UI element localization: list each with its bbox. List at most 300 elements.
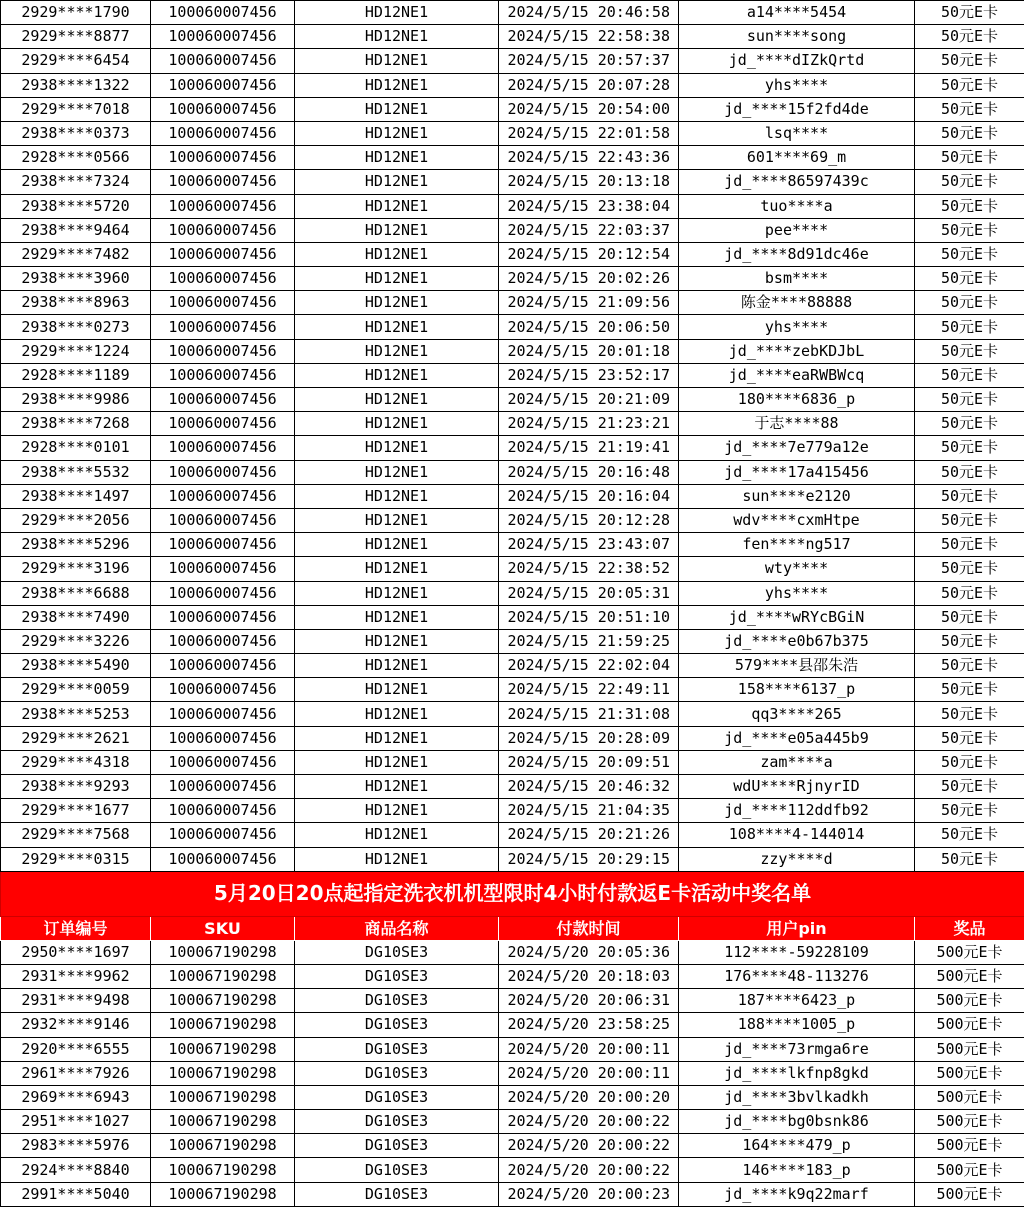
- order-id-cell: 2938****0373: [1, 121, 151, 145]
- table-row: [1, 557, 1024, 581]
- user-pin-cell: 180****6836_p: [679, 388, 915, 412]
- order-id-cell: 2938****1322: [1, 73, 151, 97]
- prize-cell: 50元E卡: [915, 775, 1024, 799]
- sku-cell: 100067190298: [151, 1013, 295, 1037]
- sku-cell: 100060007456: [151, 170, 295, 194]
- user-pin-cell: jd_****8d91dc46e: [679, 242, 915, 266]
- payment-time-cell: 2024/5/15 22:49:11: [499, 678, 679, 702]
- user-pin-cell: zzy****d: [679, 847, 915, 871]
- payment-time-cell: 2024/5/15 20:06:50: [499, 315, 679, 339]
- user-pin-cell: bsm****: [679, 267, 915, 291]
- table-row: [1, 702, 1024, 726]
- prize-cell: 50元E卡: [915, 581, 1024, 605]
- prize-cell: 500元E卡: [915, 940, 1024, 964]
- user-pin-cell: 188****1005_p: [679, 1013, 915, 1037]
- column-header-user-pin: 用户pin: [679, 916, 915, 940]
- sku-cell: 100067190298: [151, 1158, 295, 1182]
- sku-cell: 100060007456: [151, 605, 295, 629]
- prize-cell: 50元E卡: [915, 726, 1024, 750]
- column-header-payment-time: 付款时间: [499, 916, 679, 940]
- payment-time-cell: 2024/5/15 20:12:28: [499, 508, 679, 532]
- table-row: [1, 605, 1024, 629]
- sku-cell: 100060007456: [151, 823, 295, 847]
- payment-time-cell: 2024/5/15 20:46:58: [499, 1, 679, 25]
- sku-cell: 100067190298: [151, 1182, 295, 1206]
- sku-cell: 100060007456: [151, 121, 295, 145]
- table-row: [1, 218, 1024, 242]
- prize-cell: 500元E卡: [915, 1085, 1024, 1109]
- table-row: [1, 73, 1024, 97]
- table-row: [1, 1182, 1024, 1206]
- product-name-cell: HD12NE1: [295, 678, 499, 702]
- payment-time-cell: 2024/5/20 20:05:36: [499, 940, 679, 964]
- order-id-cell: 2938****1497: [1, 484, 151, 508]
- table-row: [1, 1037, 1024, 1061]
- product-name-cell: DG10SE3: [295, 1037, 499, 1061]
- payment-time-cell: 2024/5/15 20:13:18: [499, 170, 679, 194]
- payment-time-cell: 2024/5/20 20:00:22: [499, 1134, 679, 1158]
- sku-cell: 100060007456: [151, 847, 295, 871]
- sku-cell: 100060007456: [151, 702, 295, 726]
- table-row: [1, 436, 1024, 460]
- payment-time-cell: 2024/5/15 23:43:07: [499, 533, 679, 557]
- sku-cell: 100060007456: [151, 436, 295, 460]
- sku-cell: 100060007456: [151, 291, 295, 315]
- user-pin-cell: 579****县邵朱浩: [679, 654, 915, 678]
- product-name-cell: HD12NE1: [295, 702, 499, 726]
- order-id-cell: 2938****5296: [1, 533, 151, 557]
- table-row: [1, 25, 1024, 49]
- order-id-cell: 2938****8963: [1, 291, 151, 315]
- table-row: [1, 1, 1024, 25]
- payment-time-cell: 2024/5/15 20:46:32: [499, 775, 679, 799]
- sku-cell: 100060007456: [151, 1, 295, 25]
- prize-cell: 50元E卡: [915, 339, 1024, 363]
- payment-time-cell: 2024/5/15 20:12:54: [499, 242, 679, 266]
- prize-cell: 500元E卡: [915, 1013, 1024, 1037]
- payment-time-cell: 2024/5/15 22:58:38: [499, 25, 679, 49]
- order-id-cell: 2938****9293: [1, 775, 151, 799]
- payment-time-cell: 2024/5/20 20:00:22: [499, 1158, 679, 1182]
- prize-cell: 50元E卡: [915, 194, 1024, 218]
- payment-time-cell: 2024/5/15 22:43:36: [499, 146, 679, 170]
- prize-cell: 500元E卡: [915, 1061, 1024, 1085]
- table-row: [1, 823, 1024, 847]
- prize-cell: 50元E卡: [915, 702, 1024, 726]
- prize-cell: 500元E卡: [915, 1158, 1024, 1182]
- payment-time-cell: 2024/5/15 20:16:04: [499, 484, 679, 508]
- user-pin-cell: jd_****eaRWBWcq: [679, 363, 915, 387]
- table-row: [1, 339, 1024, 363]
- order-id-cell: 2929****7482: [1, 242, 151, 266]
- prize-cell: 50元E卡: [915, 533, 1024, 557]
- payment-time-cell: 2024/5/20 20:00:11: [499, 1037, 679, 1061]
- product-name-cell: DG10SE3: [295, 1085, 499, 1109]
- sku-cell: 100067190298: [151, 1134, 295, 1158]
- order-id-cell: 2991****5040: [1, 1182, 151, 1206]
- order-id-cell: 2929****6454: [1, 49, 151, 73]
- product-name-cell: HD12NE1: [295, 484, 499, 508]
- order-id-cell: 2929****3226: [1, 629, 151, 653]
- user-pin-cell: 187****6423_p: [679, 989, 915, 1013]
- user-pin-cell: qq3****265: [679, 702, 915, 726]
- payment-time-cell: 2024/5/15 20:28:09: [499, 726, 679, 750]
- product-name-cell: DG10SE3: [295, 940, 499, 964]
- order-id-cell: 2951****1027: [1, 1110, 151, 1134]
- payment-time-cell: 2024/5/15 20:51:10: [499, 605, 679, 629]
- payment-time-cell: 2024/5/20 20:00:20: [499, 1085, 679, 1109]
- user-pin-cell: jd_****86597439c: [679, 170, 915, 194]
- user-pin-cell: tuo****a: [679, 194, 915, 218]
- user-pin-cell: sun****song: [679, 25, 915, 49]
- user-pin-cell: pee****: [679, 218, 915, 242]
- sku-cell: 100060007456: [151, 267, 295, 291]
- payment-time-cell: 2024/5/15 21:31:08: [499, 702, 679, 726]
- sku-cell: 100060007456: [151, 412, 295, 436]
- sku-cell: 100060007456: [151, 557, 295, 581]
- prize-cell: 50元E卡: [915, 97, 1024, 121]
- order-id-cell: 2938****5720: [1, 194, 151, 218]
- order-id-cell: 2929****4318: [1, 750, 151, 774]
- prize-cell: 50元E卡: [915, 484, 1024, 508]
- payment-time-cell: 2024/5/20 20:06:31: [499, 989, 679, 1013]
- table-row: [1, 964, 1024, 988]
- prize-cell: 500元E卡: [915, 1134, 1024, 1158]
- order-id-cell: 2961****7926: [1, 1061, 151, 1085]
- user-pin-cell: 601****69_m: [679, 146, 915, 170]
- sku-cell: 100060007456: [151, 363, 295, 387]
- payment-time-cell: 2024/5/15 21:59:25: [499, 629, 679, 653]
- user-pin-cell: jd_****e0b67b375: [679, 629, 915, 653]
- sku-cell: 100060007456: [151, 654, 295, 678]
- order-id-cell: 2969****6943: [1, 1085, 151, 1109]
- table-row: [1, 940, 1024, 964]
- product-name-cell: HD12NE1: [295, 73, 499, 97]
- product-name-cell: DG10SE3: [295, 1013, 499, 1037]
- user-pin-cell: 164****479_p: [679, 1134, 915, 1158]
- user-pin-cell: yhs****: [679, 315, 915, 339]
- product-name-cell: HD12NE1: [295, 436, 499, 460]
- user-pin-cell: wdU****RjnyrID: [679, 775, 915, 799]
- prize-cell: 50元E卡: [915, 146, 1024, 170]
- product-name-cell: HD12NE1: [295, 218, 499, 242]
- sku-cell: 100060007456: [151, 218, 295, 242]
- order-id-cell: 2929****8877: [1, 25, 151, 49]
- column-header-prize: 奖品: [915, 916, 1024, 940]
- table-row: [1, 678, 1024, 702]
- payment-time-cell: 2024/5/15 20:54:00: [499, 97, 679, 121]
- prize-cell: 500元E卡: [915, 989, 1024, 1013]
- order-id-cell: 2938****0273: [1, 315, 151, 339]
- table-row: [1, 194, 1024, 218]
- table-row: [1, 97, 1024, 121]
- prize-cell: 50元E卡: [915, 823, 1024, 847]
- table-row: [1, 49, 1024, 73]
- order-id-cell: 2938****7324: [1, 170, 151, 194]
- column-header-order-id: 订单编号: [1, 916, 151, 940]
- column-header-product-name: 商品名称: [295, 916, 499, 940]
- table-row: [1, 388, 1024, 412]
- order-id-cell: 2938****5253: [1, 702, 151, 726]
- payment-time-cell: 2024/5/15 20:16:48: [499, 460, 679, 484]
- order-id-cell: 2920****6555: [1, 1037, 151, 1061]
- payment-time-cell: 2024/5/20 20:00:22: [499, 1110, 679, 1134]
- table-row: [1, 121, 1024, 145]
- sku-cell: 100060007456: [151, 678, 295, 702]
- prize-cell: 50元E卡: [915, 388, 1024, 412]
- section2-header: [1, 871, 1024, 940]
- order-id-cell: 2938****6688: [1, 581, 151, 605]
- sku-cell: 100060007456: [151, 726, 295, 750]
- table-row: [1, 989, 1024, 1013]
- sku-cell: 100060007456: [151, 194, 295, 218]
- order-id-cell: 2932****9146: [1, 1013, 151, 1037]
- payment-time-cell: 2024/5/15 20:57:37: [499, 49, 679, 73]
- prize-cell: 50元E卡: [915, 218, 1024, 242]
- product-name-cell: HD12NE1: [295, 750, 499, 774]
- user-pin-cell: jd_****dIZkQrtd: [679, 49, 915, 73]
- payment-time-cell: 2024/5/15 20:01:18: [499, 339, 679, 363]
- user-pin-cell: jd_****bg0bsnk86: [679, 1110, 915, 1134]
- product-name-cell: DG10SE3: [295, 1110, 499, 1134]
- table-row: [1, 242, 1024, 266]
- user-pin-cell: 158****6137_p: [679, 678, 915, 702]
- section1-body: [1, 1, 1024, 872]
- user-pin-cell: jd_****15f2fd4de: [679, 97, 915, 121]
- order-id-cell: 2938****7268: [1, 412, 151, 436]
- table-row: [1, 170, 1024, 194]
- payment-time-cell: 2024/5/15 20:21:09: [499, 388, 679, 412]
- product-name-cell: HD12NE1: [295, 629, 499, 653]
- payment-time-cell: 2024/5/20 20:00:11: [499, 1061, 679, 1085]
- order-id-cell: 2928****0101: [1, 436, 151, 460]
- payment-time-cell: 2024/5/15 21:04:35: [499, 799, 679, 823]
- sku-cell: 100067190298: [151, 1110, 295, 1134]
- prize-cell: 500元E卡: [915, 964, 1024, 988]
- user-pin-cell: 112****-59228109: [679, 940, 915, 964]
- prize-cell: 50元E卡: [915, 363, 1024, 387]
- order-id-cell: 2938****3960: [1, 267, 151, 291]
- table-row: [1, 315, 1024, 339]
- order-id-cell: 2929****1790: [1, 1, 151, 25]
- user-pin-cell: yhs****: [679, 581, 915, 605]
- product-name-cell: HD12NE1: [295, 581, 499, 605]
- sku-cell: 100060007456: [151, 73, 295, 97]
- table-row: [1, 775, 1024, 799]
- product-name-cell: HD12NE1: [295, 1, 499, 25]
- prize-cell: 50元E卡: [915, 170, 1024, 194]
- prize-cell: 50元E卡: [915, 557, 1024, 581]
- order-id-cell: 2928****1189: [1, 363, 151, 387]
- product-name-cell: HD12NE1: [295, 170, 499, 194]
- prize-cell: 50元E卡: [915, 25, 1024, 49]
- table-row: [1, 460, 1024, 484]
- order-id-cell: 2931****9962: [1, 964, 151, 988]
- product-name-cell: HD12NE1: [295, 775, 499, 799]
- user-pin-cell: sun****e2120: [679, 484, 915, 508]
- order-id-cell: 2938****9986: [1, 388, 151, 412]
- order-id-cell: 2929****1224: [1, 339, 151, 363]
- table-row: [1, 508, 1024, 532]
- table-row: [1, 1085, 1024, 1109]
- order-id-cell: 2929****7018: [1, 97, 151, 121]
- order-id-cell: 2938****7490: [1, 605, 151, 629]
- sku-cell: 100060007456: [151, 484, 295, 508]
- sku-cell: 100060007456: [151, 508, 295, 532]
- order-id-cell: 2924****8840: [1, 1158, 151, 1182]
- prize-cell: 50元E卡: [915, 315, 1024, 339]
- sku-cell: 100067190298: [151, 940, 295, 964]
- prize-cell: 50元E卡: [915, 654, 1024, 678]
- product-name-cell: DG10SE3: [295, 1134, 499, 1158]
- prize-cell: 50元E卡: [915, 508, 1024, 532]
- product-name-cell: DG10SE3: [295, 1158, 499, 1182]
- sku-cell: 100067190298: [151, 964, 295, 988]
- order-id-cell: 2928****0566: [1, 146, 151, 170]
- user-pin-cell: jd_****k9q22marf: [679, 1182, 915, 1206]
- user-pin-cell: jd_****e05a445b9: [679, 726, 915, 750]
- table-row: [1, 1134, 1024, 1158]
- table-row: [1, 629, 1024, 653]
- section2-title: 5月20日20点起指定洗衣机机型限时4小时付款返E卡活动中奖名单: [1, 871, 1024, 916]
- product-name-cell: HD12NE1: [295, 291, 499, 315]
- payment-time-cell: 2024/5/15 20:07:28: [499, 73, 679, 97]
- user-pin-cell: 于志****88: [679, 412, 915, 436]
- prize-cell: 50元E卡: [915, 605, 1024, 629]
- sku-cell: 100060007456: [151, 49, 295, 73]
- table-row: [1, 484, 1024, 508]
- sku-cell: 100067190298: [151, 1037, 295, 1061]
- table-row: [1, 533, 1024, 557]
- product-name-cell: HD12NE1: [295, 557, 499, 581]
- prize-cell: 50元E卡: [915, 678, 1024, 702]
- product-name-cell: HD12NE1: [295, 363, 499, 387]
- order-id-cell: 2929****3196: [1, 557, 151, 581]
- table-row: [1, 750, 1024, 774]
- prize-cell: 50元E卡: [915, 121, 1024, 145]
- prize-cell: 50元E卡: [915, 412, 1024, 436]
- payment-time-cell: 2024/5/20 23:58:25: [499, 1013, 679, 1037]
- prize-cell: 50元E卡: [915, 73, 1024, 97]
- sku-cell: 100060007456: [151, 460, 295, 484]
- user-pin-cell: jd_****wRYcBGiN: [679, 605, 915, 629]
- product-name-cell: HD12NE1: [295, 267, 499, 291]
- sku-cell: 100060007456: [151, 799, 295, 823]
- product-name-cell: HD12NE1: [295, 49, 499, 73]
- user-pin-cell: jd_****zebKDJbL: [679, 339, 915, 363]
- user-pin-cell: 146****183_p: [679, 1158, 915, 1182]
- payment-time-cell: 2024/5/15 20:21:26: [499, 823, 679, 847]
- product-name-cell: HD12NE1: [295, 25, 499, 49]
- product-name-cell: DG10SE3: [295, 1182, 499, 1206]
- user-pin-cell: 陈金****88888: [679, 291, 915, 315]
- prize-cell: 50元E卡: [915, 750, 1024, 774]
- sku-cell: 100060007456: [151, 339, 295, 363]
- sku-cell: 100060007456: [151, 581, 295, 605]
- product-name-cell: HD12NE1: [295, 121, 499, 145]
- user-pin-cell: 176****48-113276: [679, 964, 915, 988]
- product-name-cell: HD12NE1: [295, 146, 499, 170]
- prize-cell: 50元E卡: [915, 460, 1024, 484]
- prize-cell: 50元E卡: [915, 799, 1024, 823]
- order-id-cell: 2931****9498: [1, 989, 151, 1013]
- column-header-row: [1, 916, 1024, 940]
- payment-time-cell: 2024/5/15 20:09:51: [499, 750, 679, 774]
- product-name-cell: HD12NE1: [295, 97, 499, 121]
- payment-time-cell: 2024/5/15 23:52:17: [499, 363, 679, 387]
- product-name-cell: DG10SE3: [295, 964, 499, 988]
- user-pin-cell: jd_****17a415456: [679, 460, 915, 484]
- prize-cell: 500元E卡: [915, 1037, 1024, 1061]
- user-pin-cell: 108****4-144014: [679, 823, 915, 847]
- product-name-cell: HD12NE1: [295, 847, 499, 871]
- section2-body: [1, 940, 1024, 1206]
- sku-cell: 100060007456: [151, 97, 295, 121]
- table-row: [1, 412, 1024, 436]
- order-id-cell: 2929****7568: [1, 823, 151, 847]
- product-name-cell: HD12NE1: [295, 799, 499, 823]
- user-pin-cell: wdv****cxmHtpe: [679, 508, 915, 532]
- table-row: [1, 581, 1024, 605]
- product-name-cell: HD12NE1: [295, 315, 499, 339]
- product-name-cell: HD12NE1: [295, 194, 499, 218]
- payment-time-cell: 2024/5/15 21:23:21: [499, 412, 679, 436]
- user-pin-cell: jd_****112ddfb92: [679, 799, 915, 823]
- payment-time-cell: 2024/5/15 22:38:52: [499, 557, 679, 581]
- user-pin-cell: jd_****lkfnp8gkd: [679, 1061, 915, 1085]
- product-name-cell: HD12NE1: [295, 605, 499, 629]
- order-id-cell: 2938****9464: [1, 218, 151, 242]
- sku-cell: 100060007456: [151, 533, 295, 557]
- prize-cell: 50元E卡: [915, 291, 1024, 315]
- payment-time-cell: 2024/5/15 20:02:26: [499, 267, 679, 291]
- sku-cell: 100060007456: [151, 25, 295, 49]
- sku-cell: 100060007456: [151, 146, 295, 170]
- prize-cell: 50元E卡: [915, 242, 1024, 266]
- section2-banner-row: [1, 871, 1024, 916]
- prize-cell: 50元E卡: [915, 436, 1024, 460]
- payment-time-cell: 2024/5/15 21:09:56: [499, 291, 679, 315]
- table-row: [1, 799, 1024, 823]
- table-row: [1, 1013, 1024, 1037]
- product-name-cell: HD12NE1: [295, 508, 499, 532]
- sku-cell: 100067190298: [151, 1061, 295, 1085]
- order-id-cell: 2929****1677: [1, 799, 151, 823]
- order-id-cell: 2929****2621: [1, 726, 151, 750]
- table-row: [1, 267, 1024, 291]
- user-pin-cell: lsq****: [679, 121, 915, 145]
- payment-time-cell: 2024/5/15 20:29:15: [499, 847, 679, 871]
- payment-time-cell: 2024/5/15 20:05:31: [499, 581, 679, 605]
- table-row: [1, 1158, 1024, 1182]
- order-id-cell: 2983****5976: [1, 1134, 151, 1158]
- payment-time-cell: 2024/5/15 23:38:04: [499, 194, 679, 218]
- prize-cell: 50元E卡: [915, 847, 1024, 871]
- sku-cell: 100060007456: [151, 629, 295, 653]
- prize-cell: 500元E卡: [915, 1110, 1024, 1134]
- order-id-cell: 2929****2056: [1, 508, 151, 532]
- product-name-cell: HD12NE1: [295, 412, 499, 436]
- order-id-cell: 2929****0059: [1, 678, 151, 702]
- user-pin-cell: zam****a: [679, 750, 915, 774]
- user-pin-cell: jd_****3bvlkadkh: [679, 1085, 915, 1109]
- sku-cell: 100060007456: [151, 388, 295, 412]
- payment-time-cell: 2024/5/15 22:02:04: [499, 654, 679, 678]
- payment-time-cell: 2024/5/20 20:18:03: [499, 964, 679, 988]
- user-pin-cell: jd_****7e779a12e: [679, 436, 915, 460]
- product-name-cell: DG10SE3: [295, 1061, 499, 1085]
- table-row: [1, 847, 1024, 871]
